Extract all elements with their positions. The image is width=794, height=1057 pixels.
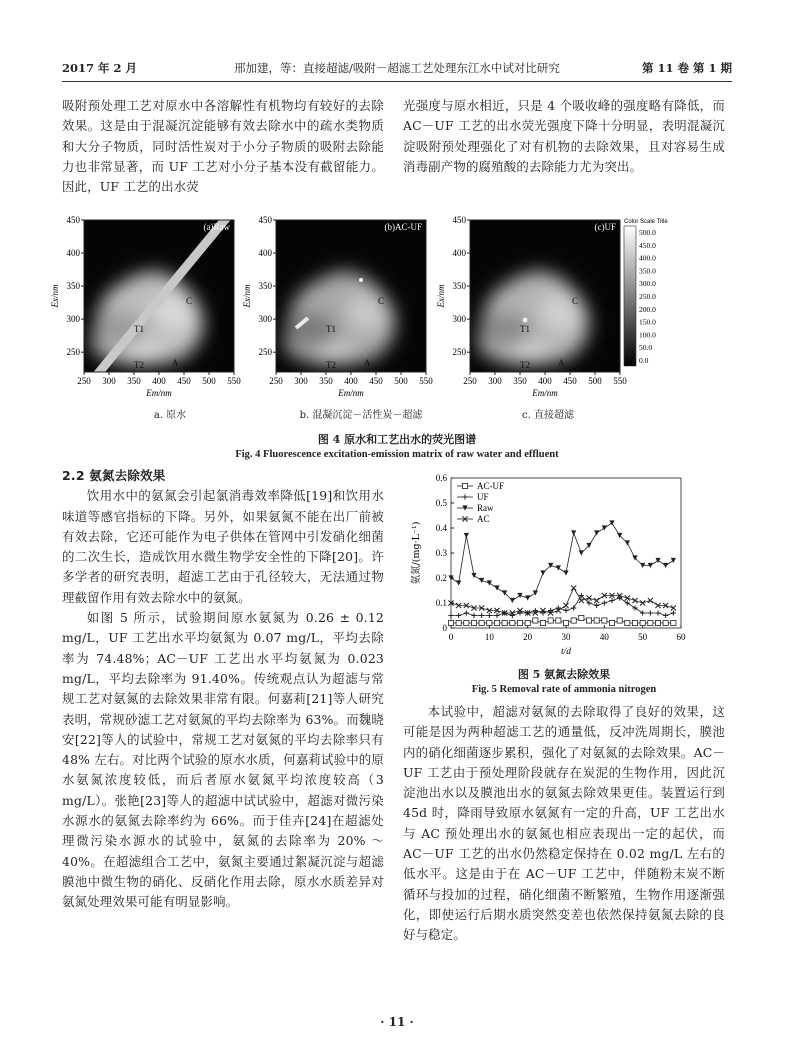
data-point — [648, 610, 653, 615]
data-point — [571, 585, 576, 590]
scatter-dot — [359, 278, 363, 282]
data-point — [625, 595, 630, 600]
col2-body — [403, 702, 725, 946]
ytick-label: 0 — [442, 623, 447, 633]
fig4-caption-cn: 图 4 原水和工艺出水的荧光图谱 — [317, 433, 477, 446]
figure-5 — [403, 468, 725, 668]
data-point — [494, 585, 499, 590]
xtick-label: 500 — [202, 376, 216, 386]
xtick-label: 20 — [523, 632, 533, 642]
xtick-label: 300 — [102, 376, 116, 386]
ytick-label: 0.3 — [435, 548, 447, 558]
section-heading: 2.2 氨氮去除效果 — [62, 468, 166, 483]
data-point — [563, 620, 568, 625]
data-point — [471, 620, 476, 625]
eem-panel-a — [50, 214, 250, 408]
data-point — [571, 605, 576, 610]
peak-label-t1: T1 — [134, 324, 144, 334]
peak-label-c: C — [378, 296, 385, 306]
data-point — [609, 520, 614, 525]
ytick-label: 450 — [66, 215, 80, 225]
data-point — [448, 613, 453, 618]
ytick-label: 450 — [258, 215, 272, 225]
colorbar — [624, 219, 668, 366]
colorbar-tick: 450.0 — [639, 240, 656, 250]
data-point — [517, 593, 522, 598]
xtick-label: 500 — [394, 376, 408, 386]
data-point — [655, 610, 660, 615]
fig5-caption-cn: 图 5 氨氮去除效果 — [517, 668, 611, 681]
running-header — [62, 56, 732, 78]
data-point — [494, 613, 499, 618]
data-point — [464, 610, 469, 615]
xtick-label: 350 — [513, 376, 527, 386]
data-point — [462, 494, 467, 499]
ytick-label: 0.5 — [435, 498, 447, 508]
xtick-label: 550 — [613, 376, 627, 386]
data-point — [663, 613, 668, 618]
ytick-label: 0.1 — [435, 598, 447, 608]
col1-top-text — [62, 96, 384, 197]
peak-label-t2: T2 — [520, 360, 530, 370]
data-point — [663, 620, 668, 625]
colorbar-tick: 300.0 — [639, 279, 656, 289]
data-point — [617, 618, 622, 623]
header-volume: 第 11 卷 第 1 期 — [641, 61, 732, 75]
y-axis-label: Ex/nm — [436, 284, 446, 308]
xtick-label: 300 — [488, 376, 502, 386]
peak-label-t2: T2 — [134, 360, 144, 370]
data-point — [648, 598, 653, 603]
eem-panel-tag: (c)UF — [594, 222, 616, 232]
y-axis-label: Ex/nm — [50, 284, 60, 308]
data-point — [456, 613, 461, 618]
header-title: 邢加建，等：直接超滤/吸附－超滤工艺处理东江水中试对比研究 — [234, 61, 560, 75]
peak-a-region — [124, 342, 164, 362]
data-point — [462, 483, 467, 488]
ytick-label: 300 — [258, 314, 272, 325]
fig4-sub-b: b. 混凝沉淀－活性炭－超滤 — [299, 410, 423, 421]
legend-label: AC-UF — [477, 481, 505, 491]
data-point — [456, 620, 461, 625]
ytick-label: 350 — [66, 281, 80, 292]
data-point — [609, 598, 614, 603]
data-point — [479, 578, 484, 583]
data-point — [456, 580, 461, 585]
series-uf — [448, 593, 676, 618]
legend-label: UF — [477, 492, 489, 502]
data-point — [663, 563, 668, 568]
xtick-label: 0 — [448, 632, 454, 642]
ytick-label: 350 — [258, 281, 272, 292]
data-point — [579, 598, 584, 603]
peak-label-t1: T1 — [520, 324, 530, 334]
colorbar-tick: 100.0 — [639, 330, 656, 340]
data-point — [671, 605, 676, 610]
ytick-label: 350 — [452, 281, 466, 292]
peak-label-a: A — [172, 358, 179, 368]
ytick-label: 300 — [66, 314, 80, 325]
peak-label-c: C — [572, 296, 579, 306]
col2-top-text — [403, 96, 725, 177]
peak-label-t2: T2 — [326, 360, 336, 370]
ytick-label: 250 — [452, 347, 466, 358]
xtick-label: 50 — [638, 632, 648, 642]
data-point — [632, 620, 637, 625]
data-point — [586, 618, 591, 623]
x-axis-label: Em/nm — [532, 388, 558, 398]
data-point — [579, 550, 584, 555]
xtick-label: 40 — [599, 632, 609, 642]
data-point — [602, 600, 607, 605]
colorbar-tick: 350.0 — [639, 266, 656, 276]
col1-top-paragraph: 吸附预处理工艺对原水中各溶解性有机物均有较好的去除效果。这是由于混凝沉淀能够有效去除水中的疏水类物质和大分子物质，同时活性炭对于小分子物质的吸附去除能力也非常显著，而 UF 工艺对小分子基本没有截留能力。因此，UF 工艺的出水荧 — [62, 98, 384, 195]
xtick-label: 400 — [538, 376, 552, 386]
data-point — [464, 533, 469, 538]
fig4-caption-en: Fig. 4 Fluorescence excitation-emission matrix of raw water and effluent — [235, 449, 559, 460]
header-rule — [62, 81, 732, 82]
data-point — [464, 620, 469, 625]
data-point — [548, 618, 553, 623]
peak-a-region — [316, 342, 356, 362]
data-point — [609, 620, 614, 625]
data-point — [563, 603, 568, 608]
data-point — [625, 540, 630, 545]
data-point — [571, 530, 576, 535]
eem-panel-b — [242, 214, 442, 408]
fig4-sub-c: c. 直接超滤 — [522, 410, 574, 421]
colorbar-tick: 500.0 — [639, 228, 656, 237]
ytick-label: 400 — [66, 248, 80, 259]
peak-a-region — [510, 342, 550, 362]
xtick-label: 250 — [463, 376, 477, 386]
ytick-label: 0.4 — [435, 523, 447, 533]
colorbar-tick: 250.0 — [639, 292, 656, 301]
page-number: · 11 · — [380, 1015, 414, 1029]
data-point — [540, 620, 545, 625]
peak-label-a: A — [558, 358, 565, 368]
ytick-label: 300 — [452, 314, 466, 325]
col1-paragraph-2: 如图 5 所示，试验期间原水氨氮为 0.26 ± 0.12 mg/L，UF 工艺出水平均氨氮为 0.07 mg/L，平均去除率为 74.48%；AC－UF 工艺出水平均氨氮为 0.023 mg/L，平均去除率为 91.40%。传统观点认为超滤与常规工艺对氨氮的去除效果非常有限。何嘉莉[21]等人研究表明，常规砂滤工艺对氨氮的平均去除率为 63%。而魏晓安[22]等人的试验中，常规工艺对氨氮的平均去除率只有 48% 左右。对比两个试验的原水水质，何嘉莉试验中的原水氨氮浓度较低，而后者原水氨氮平均浓度较高（3 mg/L）。张艳[23]等人的超滤中试试验中，超滤对微污染水源水的氨氮去除率约为 66%。而于佳卉[24]在超滤处理微污染水源水的试验中，氨氮的去除率为 20% ～ 40%。在超滤组合工艺中，氨氮主要通过絮凝沉淀与超滤膜池中微生物的硝化、反硝化作用去除，原水水质差异对氨氮处理效果可能有明显影响。 — [62, 610, 384, 910]
colorbar-gradient — [624, 226, 636, 366]
data-point — [525, 620, 530, 625]
data-point — [594, 603, 599, 608]
ytick-label: 0.2 — [435, 573, 447, 583]
series-raw — [448, 520, 676, 603]
x-axis-label: Em/nm — [146, 388, 172, 398]
data-point — [640, 620, 645, 625]
data-point — [517, 620, 522, 625]
ytick-label: 250 — [258, 347, 272, 358]
data-point — [602, 618, 607, 623]
data-point — [479, 620, 484, 625]
peak-label-t1: T1 — [326, 324, 336, 334]
colorbar-title: Color Scale Title — [624, 219, 668, 225]
data-point — [471, 613, 476, 618]
header-date: 2017 年 2 月 — [62, 61, 138, 75]
data-point — [510, 620, 515, 625]
data-point — [648, 620, 653, 625]
data-point — [586, 595, 591, 600]
colorbar-tick: 200.0 — [639, 304, 656, 314]
legend-label: Raw — [477, 503, 494, 513]
data-point — [510, 598, 515, 603]
col1-body — [62, 466, 384, 913]
data-point — [632, 605, 637, 610]
ytick-label: 250 — [66, 347, 80, 358]
col2-paragraph: 本试验中，超滤对氨氮的去除取得了良好的效果，这可能是因为两种超滤工艺的通量低，反冲洗周期长，膜池内的硝化细菌逐步累积，强化了对氨氮的去除效果。AC－UF 工艺由于预处理阶段就存在炭泥的生物作用，因此沉淀池出水以及膜池出水的氨氮去除效果更佳。装置运行到 45d 时，降雨导致原水氨氮有一定的升高，UF 工艺出水与 AC 预处理出水的氨氮也相应表现出一定的起伏，而 AC－UF 工艺的出水仍然稳定保持在 0.02 mg/L 左右的低水平。这是由于在 AC－UF 工艺中，伴随粉末炭不断循环与投加的过程，硝化细菌不断繁殖，生物作用逐渐强化，即使运行后期水质突然变差也依然保持氨氮去除的良好与稳定。 — [403, 704, 725, 943]
xtick-label: 400 — [152, 376, 166, 386]
y-axis-label: 氨氮/(mg·L⁻¹) — [411, 521, 422, 585]
data-point — [556, 565, 561, 570]
xtick-label: 350 — [319, 376, 333, 386]
scatter-dot — [523, 318, 528, 323]
ytick-label: 400 — [452, 248, 466, 259]
fig5-caption-en: Fig. 5 Removal rate of ammonia nitrogen — [471, 684, 657, 695]
data-point — [625, 600, 630, 605]
xtick-label: 550 — [419, 376, 433, 386]
xtick-label: 450 — [563, 376, 577, 386]
xtick-label: 250 — [269, 376, 283, 386]
data-point — [563, 608, 568, 613]
peak-label-a: A — [364, 358, 371, 368]
data-point — [540, 570, 545, 575]
eem-panel-tag: (b)AC-UF — [384, 222, 422, 232]
series-ac-uf — [448, 615, 676, 625]
data-point — [533, 590, 538, 595]
data-point — [494, 620, 499, 625]
data-point — [487, 613, 492, 618]
colorbar-tick: 0.0 — [639, 356, 649, 365]
data-point — [471, 573, 476, 578]
xtick-label: 250 — [77, 376, 91, 386]
series-ac — [448, 585, 676, 615]
xtick-label: 30 — [561, 632, 571, 642]
ytick-label: 0.6 — [435, 473, 447, 483]
data-point — [640, 610, 645, 615]
data-point — [594, 618, 599, 623]
xtick-label: 450 — [369, 376, 383, 386]
y-axis-label: Ex/nm — [242, 284, 252, 308]
eem-panel-tag: (a)Raw — [203, 222, 230, 232]
series-line — [451, 523, 673, 601]
x-axis-label: Em/nm — [338, 388, 364, 398]
xtick-label: 400 — [344, 376, 358, 386]
data-point — [487, 580, 492, 585]
data-point — [525, 595, 530, 600]
col2-top-paragraph: 光强度与原水相近，只是 4 个吸收峰的强度略有降低，而 AC－UF 工艺的出水荧光强度下降十分明显，表明混凝沉淀吸附预处理强化了对有机物的去除效果，且对容易生成消毒副产物的腐殖酸的去除能力尤为突出。 — [403, 98, 725, 174]
xtick-label: 450 — [177, 376, 191, 386]
xtick-label: 550 — [227, 376, 241, 386]
data-point — [602, 525, 607, 530]
data-point — [671, 610, 676, 615]
colorbar-tick: 50.0 — [639, 343, 653, 353]
col1-paragraph-1: 饮用水中的氨氮会引起氯消毒效率降低[19]和饮用水味道等感官指标的下降。另外，如果氨氮不能在出厂前被有效去除，它还可能作为电子供体在管网中引发硝化细菌的二次生长，造成饮用水微生物学安全性的下降[20]。许多学者的研究表明，超滤工艺由于孔径较大，无法通过物理截留作用有效去除水中的氨氮。 — [62, 488, 384, 605]
data-point — [533, 618, 538, 623]
colorbar-tick: 400.0 — [639, 253, 656, 263]
data-point — [502, 620, 507, 625]
fig4-sub-a: a. 原水 — [153, 410, 187, 421]
data-point — [563, 570, 568, 575]
data-point — [671, 620, 676, 625]
xtick-label: 500 — [588, 376, 602, 386]
data-point — [640, 600, 645, 605]
colorbar-tick: 150.0 — [639, 317, 656, 327]
data-point — [655, 558, 660, 563]
ytick-label: 450 — [452, 215, 466, 225]
data-point — [594, 530, 599, 535]
data-point — [479, 613, 484, 618]
data-point — [556, 618, 561, 623]
peak-label-c: C — [186, 296, 193, 306]
data-point — [671, 558, 676, 563]
xtick-label: 300 — [294, 376, 308, 386]
data-point — [448, 620, 453, 625]
x-axis-label: t/d — [560, 647, 572, 657]
xtick-label: 60 — [676, 632, 686, 642]
xtick-label: 350 — [127, 376, 141, 386]
data-point — [625, 620, 630, 625]
legend-label: AC — [477, 514, 490, 524]
data-point — [487, 620, 492, 625]
data-point — [571, 618, 576, 623]
eem-panel-c — [436, 214, 668, 408]
ytick-label: 400 — [258, 248, 272, 259]
data-point — [655, 620, 660, 625]
data-point — [579, 615, 584, 620]
data-point — [632, 598, 637, 603]
xtick-label: 10 — [484, 632, 494, 642]
data-point — [594, 598, 599, 603]
